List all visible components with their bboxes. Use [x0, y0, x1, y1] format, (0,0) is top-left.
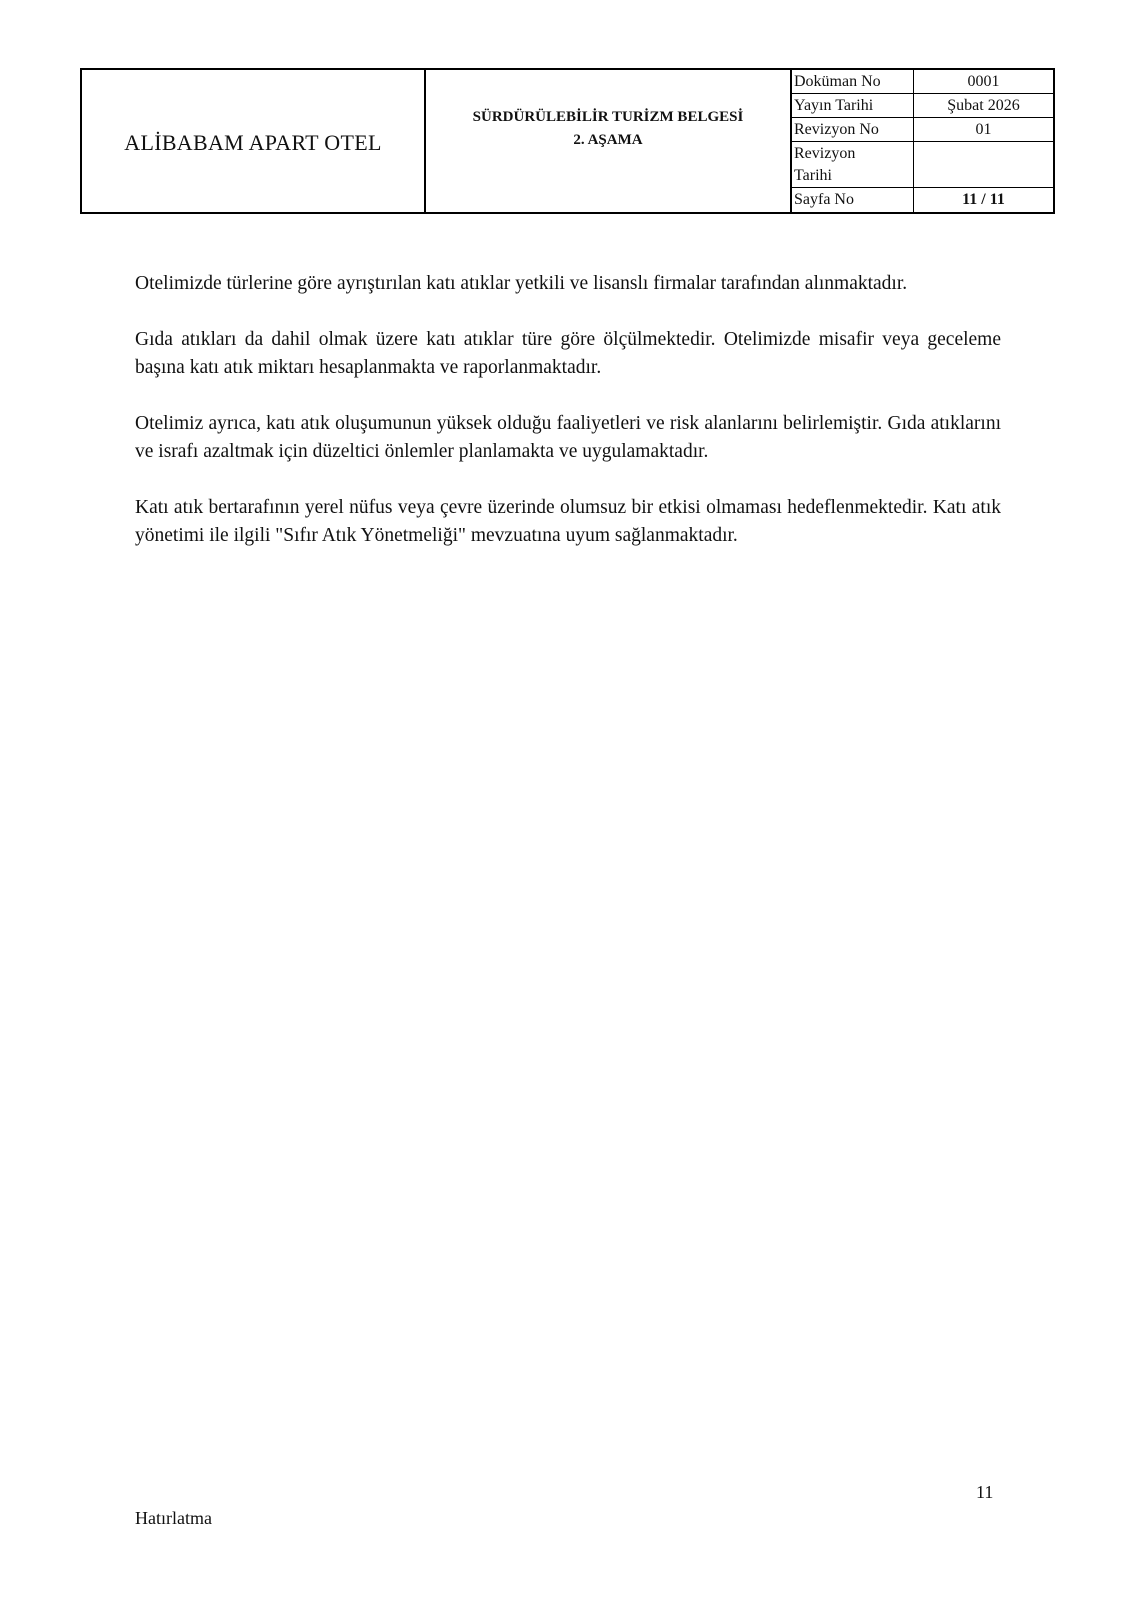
- meta-label: Revizyon No: [792, 118, 914, 141]
- meta-label-line-1: Revizyon: [794, 145, 856, 162]
- document-title-line-2: 2. AŞAMA: [573, 132, 643, 148]
- footer-note: Hatırlatma: [135, 1508, 212, 1528]
- meta-value: 11 / 11: [962, 191, 1005, 208]
- meta-row-document-no: [792, 70, 1053, 94]
- body-content: [135, 270, 1001, 578]
- document-title: [426, 70, 792, 212]
- meta-label: Sayfa No: [792, 188, 914, 212]
- document-header-table: [80, 68, 1055, 214]
- page-number: 11: [976, 1482, 994, 1502]
- paragraph: Otelimizde türlerine göre ayrıştırılan katı atıklar yetkili ve lisanslı firmalar tarafından alınmaktadır.: [135, 273, 908, 294]
- meta-label: Doküman No: [792, 70, 914, 93]
- paragraph: Gıda atıkları da dahil olmak üzere katı atıklar türe göre ölçülmektedir. Otelimizde misafir veya geceleme başına katı atık miktarı hesaplanmakta ve raporlanmaktadır.: [135, 329, 1001, 378]
- paragraph: Otelimiz ayrıca, katı atık oluşumunun yüksek olduğu faaliyetleri ve risk alanlarını belirlemiştir. Gıda atıklarını ve israfı azaltmak için düzeltici önlemler planlamakta ve uygulamaktadır.: [135, 413, 1001, 462]
- meta-value: Şubat 2026: [947, 97, 1020, 114]
- meta-value: 01: [975, 121, 992, 138]
- meta-value: 0001: [967, 73, 1000, 90]
- paragraph: Katı atık bertarafının yerel nüfus veya çevre üzerinde olumsuz bir etkisi olmaması hedeflenmektedir. Katı atık yönetimi ile ilgili "Sıfır Atık Yönetmeliği" mevzuatına uyum sağlanmaktadır.: [135, 497, 1001, 546]
- meta-row-revision-no: [792, 118, 1053, 142]
- document-title-line-1: SÜRDÜRÜLEBİLİR TURİZM BELGESİ: [472, 109, 744, 125]
- meta-label: Yayın Tarihi: [792, 94, 914, 117]
- meta-label-line-2: Tarihi: [794, 167, 832, 184]
- meta-row-publish-date: [792, 94, 1053, 118]
- meta-row-page-no: [792, 188, 1053, 212]
- company-name: ALİBABAM APART OTEL: [82, 70, 426, 212]
- document-meta-table: [792, 70, 1053, 212]
- meta-label: [792, 142, 914, 187]
- meta-value: [914, 142, 1053, 187]
- meta-row-revision-date: [792, 142, 1053, 188]
